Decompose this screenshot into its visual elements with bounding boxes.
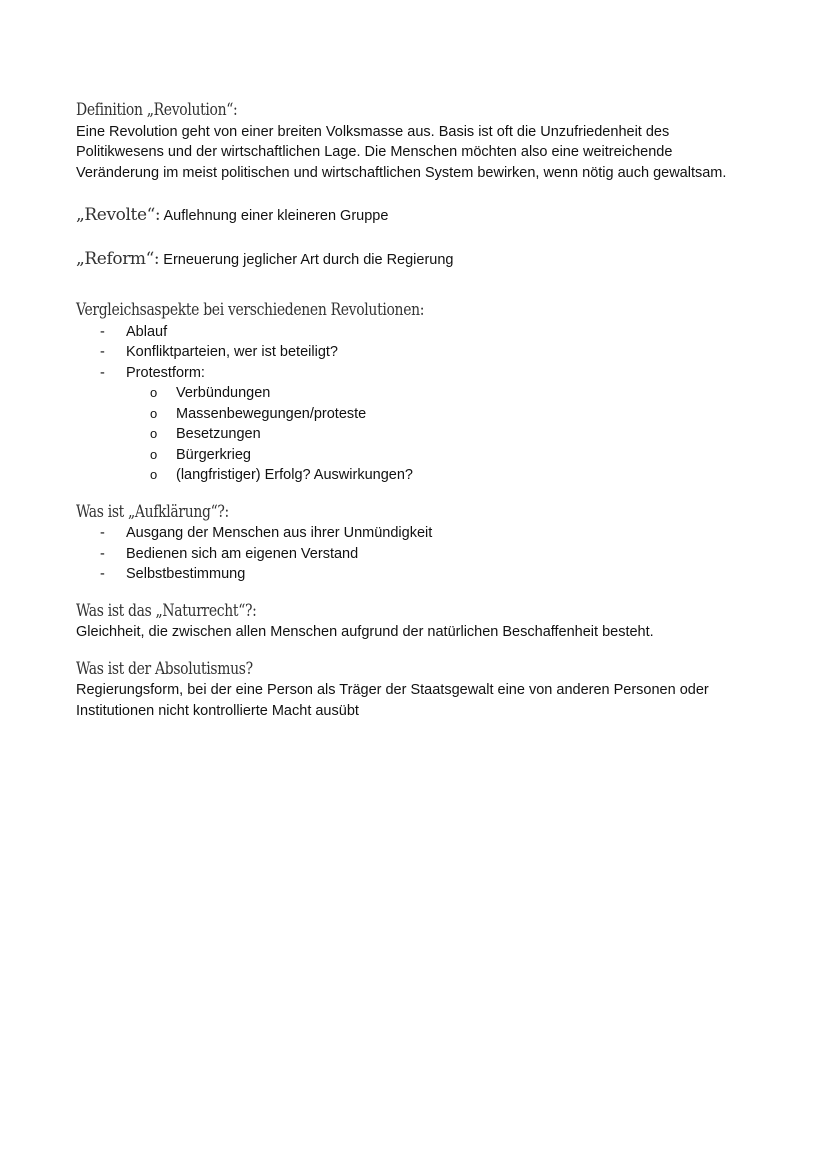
vergleich-list	[76, 322, 756, 384]
naturrecht-text: Gleichheit, die zwischen allen Menschen aufgrund der natürlichen Beschaffenheit besteht.	[76, 624, 654, 640]
sub-list-item: o Bürgerkrieg	[76, 445, 756, 466]
heading-vergleichsaspekte: Vergleichsaspekte bei verschiedenen Revolutionen:	[76, 300, 425, 320]
heading-definition-revolution: Definition „Revolution“:	[76, 100, 238, 120]
list-item: - Ausgang der Menschen aus ihrer Unmündigkeit	[76, 523, 756, 544]
sub-list-item: o Massenbewegungen/proteste	[76, 404, 756, 425]
revolte-text: Auflehnung einer kleineren Gruppe	[163, 208, 389, 224]
document-content	[76, 100, 756, 721]
section-aufklaerung	[76, 502, 756, 585]
section-revolte	[76, 205, 756, 227]
list-item: - Protestform:	[76, 363, 756, 384]
list-item: - Ablauf	[76, 322, 756, 343]
section-absolutismus	[76, 659, 756, 722]
term-revolte: „Revolte“:	[76, 205, 161, 225]
sub-list-item: o Besetzungen	[76, 424, 756, 445]
section-reform	[76, 249, 756, 271]
heading-naturrecht: Was ist das „Naturrecht“?:	[76, 600, 257, 621]
aufklaerung-list	[76, 523, 756, 585]
list-item: - Bedienen sich am eigenen Verstand	[76, 544, 756, 565]
reform-text: Erneuerung jeglicher Art durch die Regierung	[163, 251, 454, 268]
section-naturrecht	[76, 601, 756, 643]
list-item: - Selbstbestimmung	[76, 564, 756, 585]
term-reform: „Reform“:	[76, 248, 160, 269]
section-vergleichsaspekte	[76, 300, 756, 486]
sub-list-item: o Verbündungen	[76, 383, 756, 404]
definition-revolution-text: Eine Revolution geht von einer breiten Volksmasse aus. Basis ist oft die Unzufriedenheit des Politikwesens und der wirtschaftlichen Lage. Die Menschen möchten also eine weitreichende Veränderung im meist politischen und wirtschaftlichen System bewirken, wenn nötig auch gewaltsam.	[76, 123, 727, 181]
sub-list-item: o (langfristiger) Erfolg? Auswirkungen?	[76, 465, 756, 486]
absolutismus-text: Regierungsform, bei der eine Person als Träger der Staatsgewalt eine von anderen Personen oder Institutionen nicht kontrollierte Macht ausübt	[76, 682, 709, 719]
protestform-sublist	[76, 383, 756, 486]
section-definition-revolution	[76, 100, 756, 183]
heading-aufklaerung: Was ist „Aufklärung“?:	[76, 501, 229, 522]
heading-absolutismus: Was ist der Absolutismus?	[76, 658, 253, 679]
list-item: - Konfliktparteien, wer ist beteiligt?	[76, 342, 756, 363]
